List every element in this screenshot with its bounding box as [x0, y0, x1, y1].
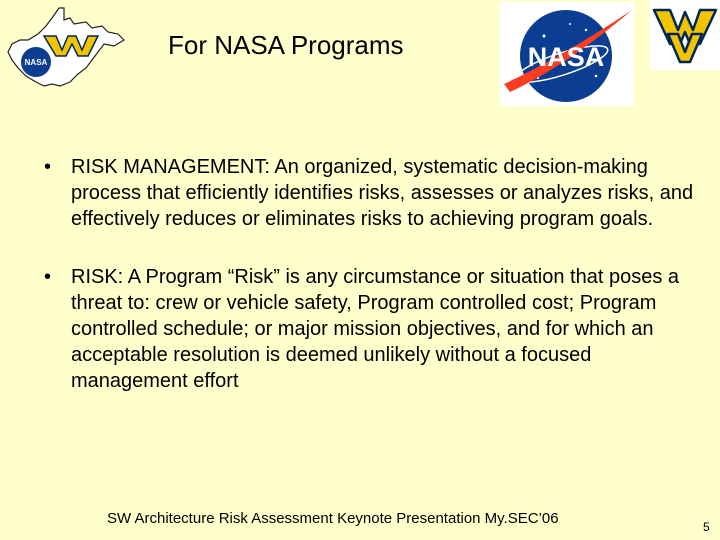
nasa-mini-text: NASA	[24, 58, 48, 67]
bullet-list	[44, 154, 704, 394]
nasa-logo-text: NASA	[527, 42, 605, 72]
page-number: 5	[703, 520, 710, 534]
slide-footer: SW Architecture Risk Assessment Keynote Presentation My.SEC’06	[107, 510, 559, 527]
slide-title: For NASA Programs	[168, 30, 404, 60]
nasa-meatball-icon	[500, 2, 634, 106]
bullet-risk-definition	[44, 264, 704, 394]
wv-state-map-logo	[4, 4, 128, 90]
wvu-logo	[650, 0, 720, 70]
bullet-text: RISK: A Program “Risk” is any circumstance or situation that poses a threat to: crew or vehicle safety, Program controlled cost; Program controlled schedule; or major mission objectives, and for which an acceptable resolution is deemed unlikely without a focused management effort	[71, 266, 680, 392]
nasa-logo	[500, 2, 634, 106]
wvu-flying-wv-icon	[650, 0, 720, 70]
bullet-text: RISK MANAGEMENT: An organized, systematic decision-making process that efficiently identifies risks, assesses or analyzes risks, and effectively reduces or eliminates risks to achieving program goals.	[71, 156, 694, 230]
bullet-risk-management	[44, 154, 704, 232]
bullet-marker: •	[44, 266, 52, 288]
bullet-marker: •	[44, 156, 52, 178]
